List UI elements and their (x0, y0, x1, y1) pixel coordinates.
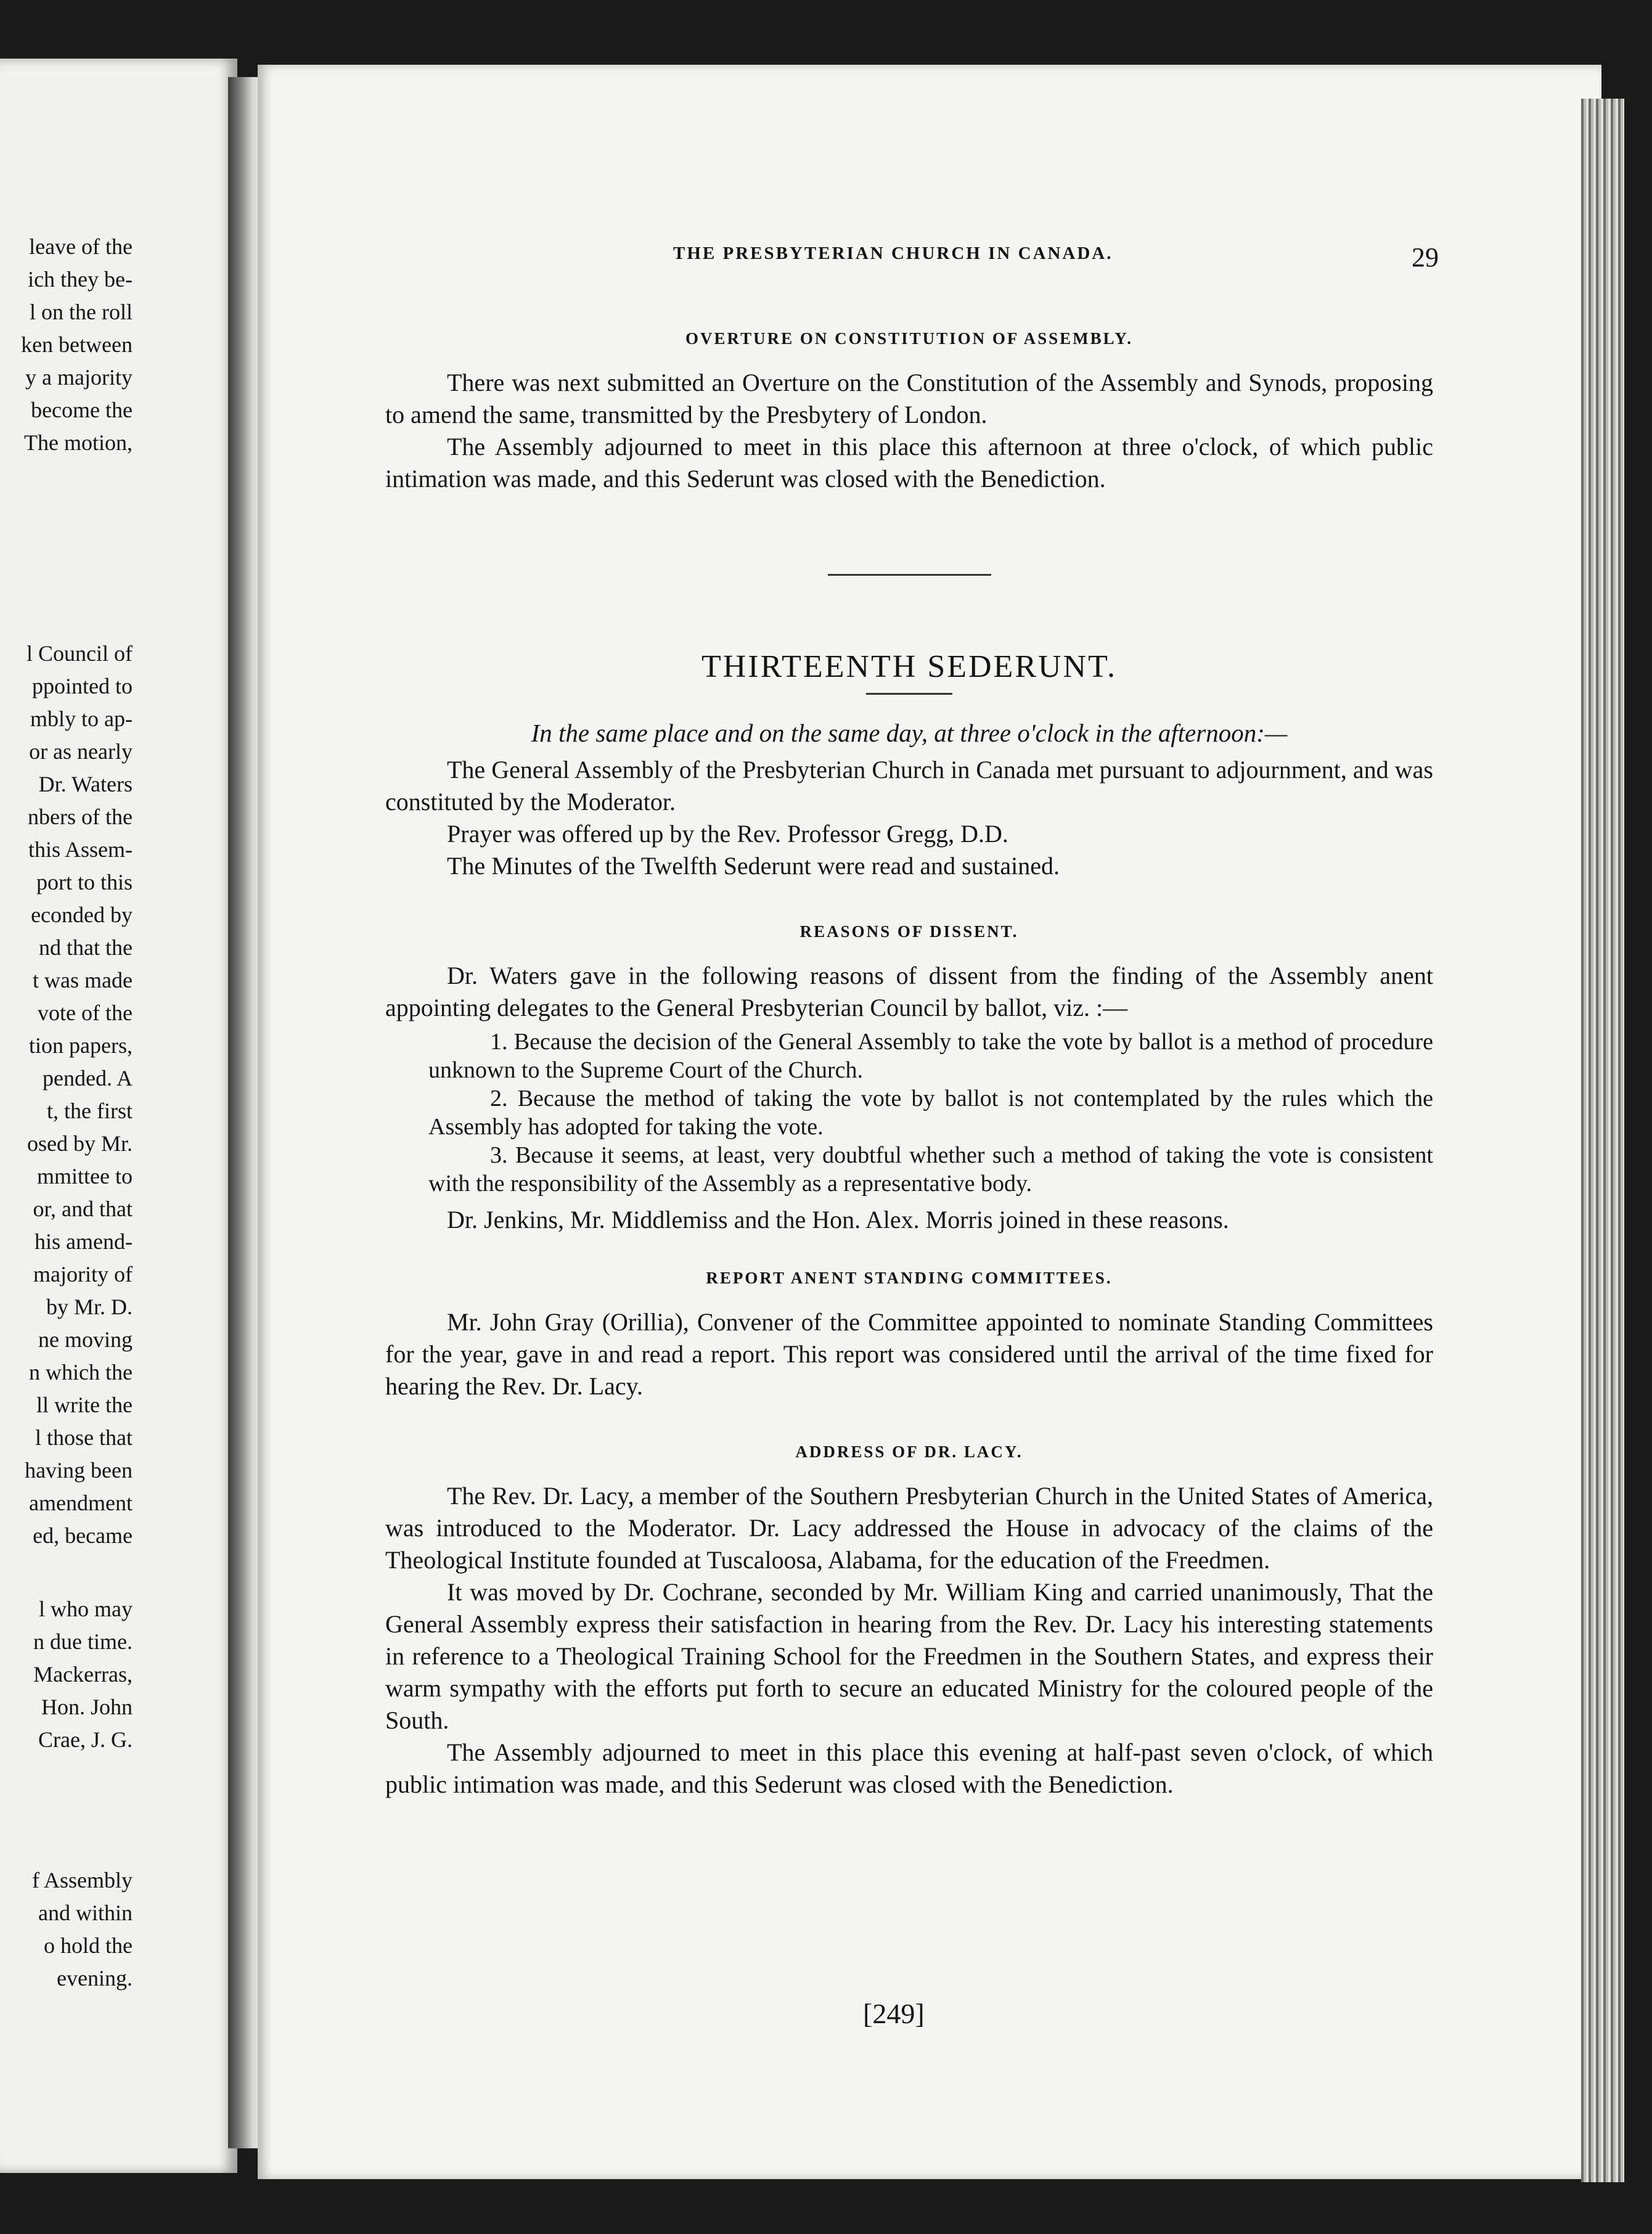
left-page-line: l who may (39, 1597, 133, 1621)
left-page-line: l those that (35, 1425, 133, 1450)
left-page-line: osed by Mr. (27, 1131, 133, 1156)
sederunt-minutes: The Minutes of the Twelfth Sederunt were read and sustained. (447, 852, 1060, 880)
left-page-line: ll write the (36, 1393, 133, 1417)
dissent-joined: Dr. Jenkins, Mr. Middlemiss and the Hon. Alex. Morris joined in these reasons. (447, 1206, 1229, 1234)
committees-heading: REPORT ANENT STANDING COMMITTEES. (706, 1269, 1113, 1287)
left-page-line: Dr. Waters (38, 772, 133, 796)
left-page-line: tion papers, (29, 1033, 133, 1058)
dissent-reason-3: 3. Because it seems, at least, very doubtful whether such a method of taking the vote is consistent with the responsibility of the Assembly as a representative body. (428, 1142, 1433, 1197)
left-page-line: t was made (33, 968, 133, 992)
left-page-line: amendment (29, 1491, 133, 1515)
left-page-line: l Council of (27, 641, 133, 666)
overture-heading: OVERTURE ON CONSTITUTION OF ASSEMBLY. (685, 329, 1133, 348)
left-page-line: Mackerras, (33, 1662, 133, 1687)
left-page (0, 59, 237, 2173)
left-page-line: ich they be- (28, 267, 133, 292)
left-page-line: o hold the (44, 1933, 133, 1958)
overture-adjournment: The Assembly adjourned to meet in this place this afternoon at three o'clock, of which public intimation was made, and this Sederunt was closed with the Benediction. (385, 433, 1433, 493)
left-page-line: vote of the (38, 1000, 133, 1025)
left-page-line: majority of (33, 1262, 133, 1287)
left-page-line: nd that the (39, 935, 133, 960)
left-page-line: Crae, J. G. (38, 1727, 133, 1752)
left-page-line: y a majority (25, 365, 133, 390)
page-edge-stack (1581, 99, 1624, 2182)
left-page-line: nbers of the (28, 804, 133, 829)
left-page-line: and within (38, 1901, 133, 1925)
page-number: 29 (1412, 242, 1439, 272)
left-page-line: ken between (21, 332, 133, 357)
left-page-line: Hon. John (41, 1695, 133, 1719)
left-page-line: having been (25, 1458, 133, 1483)
left-page-line: his amend- (35, 1229, 133, 1254)
sederunt-time: In the same place and on the same day, at three o'clock in the afternoon:— (531, 719, 1288, 747)
dissent-reason-1: 1. Because the decision of the General Assembly to take the vote by ballot is a method of procedure unknown to the Supreme Court of the Church. (428, 1029, 1433, 1083)
left-page-line: or as nearly (29, 739, 133, 764)
left-page-line: l on the roll (30, 300, 133, 324)
left-page-line: f Assembly (31, 1868, 133, 1892)
left-page-line: t, the first (47, 1099, 133, 1123)
left-page-line: n due time. (33, 1629, 133, 1654)
lacy-adjournment: The Assembly adjourned to meet in this place this evening at half-past seven o'clock, of which public intimation was made, and this Sederunt was closed with the Benediction. (385, 1738, 1433, 1798)
sederunt-constituted: The General Assembly of the Presbyterian Church in Canada met pursuant to adjournment, and was constituted by the Moderator. (385, 756, 1433, 816)
lacy-introduction: The Rev. Dr. Lacy, a member of the Southern Presbyterian Church in the United States of America, was introduced to the Moderator. Dr. Lacy addressed the House in advocacy of the claims of the Theological Institute founded at Tuscaloosa, Alabama, for the education of the Freedmen. (385, 1482, 1433, 1574)
sederunt-prayer: Prayer was offered up by the Rev. Professor Gregg, D.D. (447, 820, 1008, 848)
dissent-heading: REASONS OF DISSENT. (799, 922, 1019, 941)
left-page-line: leave of the (29, 234, 133, 259)
left-page-line: become the (31, 398, 133, 422)
left-page-line: The motion, (24, 430, 133, 455)
committees-paragraph: Mr. John Gray (Orillia), Convener of the Committee appointed to nominate Standing Committees for the year, gave in and read a report. This report was considered until the arrival of the time fixed for hearing the Rev. Dr. Lacy. (385, 1308, 1433, 1400)
left-page-line: pended. A (43, 1066, 133, 1090)
lacy-motion: It was moved by Dr. Cochrane, seconded by Mr. William King and carried unanimously, That the General Assembly express their satisfaction in hearing from the Rev. Dr. Lacy his interesting statements in reference to a Theological Training School for the Freedmen in the Southern States, and express their warm sympathy with the efforts put forth to secure an educated Ministry for the coloured people of the South. (385, 1578, 1433, 1734)
left-page-line: mbly to ap- (30, 706, 133, 731)
lacy-heading: ADDRESS OF DR. LACY. (795, 1442, 1023, 1461)
dissent-reason-2: 2. Because the method of taking the vote by ballot is not contemplated by the rules which the Assembly has adopted for taking the vote. (428, 1086, 1433, 1140)
left-page-line: evening. (57, 1966, 133, 1991)
dissent-intro: Dr. Waters gave in the following reasons of dissent from the finding of the Assembly anent appointing delegates to the General Presbyterian Council by ballot, viz. :— (385, 962, 1433, 1021)
overture-paragraph: There was next submitted an Overture on the Constitution of the Assembly and Synods, proposing to amend the same, transmitted by the Presbytery of London. (385, 369, 1433, 428)
left-page-line: econded by (31, 902, 133, 927)
page-content (385, 243, 1433, 1801)
left-page-line: by Mr. D. (46, 1295, 133, 1319)
left-page-line: ne moving (38, 1327, 133, 1352)
running-head: THE PRESBYTERIAN CHURCH IN CANADA. (673, 243, 1113, 263)
left-page-line: n which the (29, 1360, 133, 1385)
left-page-line: mmittee to (37, 1164, 133, 1189)
left-page-line: ppointed to (32, 674, 133, 698)
left-page-line: this Assem- (28, 837, 133, 862)
left-page-line: or, and that (33, 1197, 133, 1221)
footer-page-number: [249] (863, 1998, 925, 2029)
left-page-line: port to this (36, 870, 133, 894)
sederunt-title: THIRTEENTH SEDERUNT. (701, 649, 1118, 684)
left-page-line: ed, became (33, 1523, 133, 1548)
